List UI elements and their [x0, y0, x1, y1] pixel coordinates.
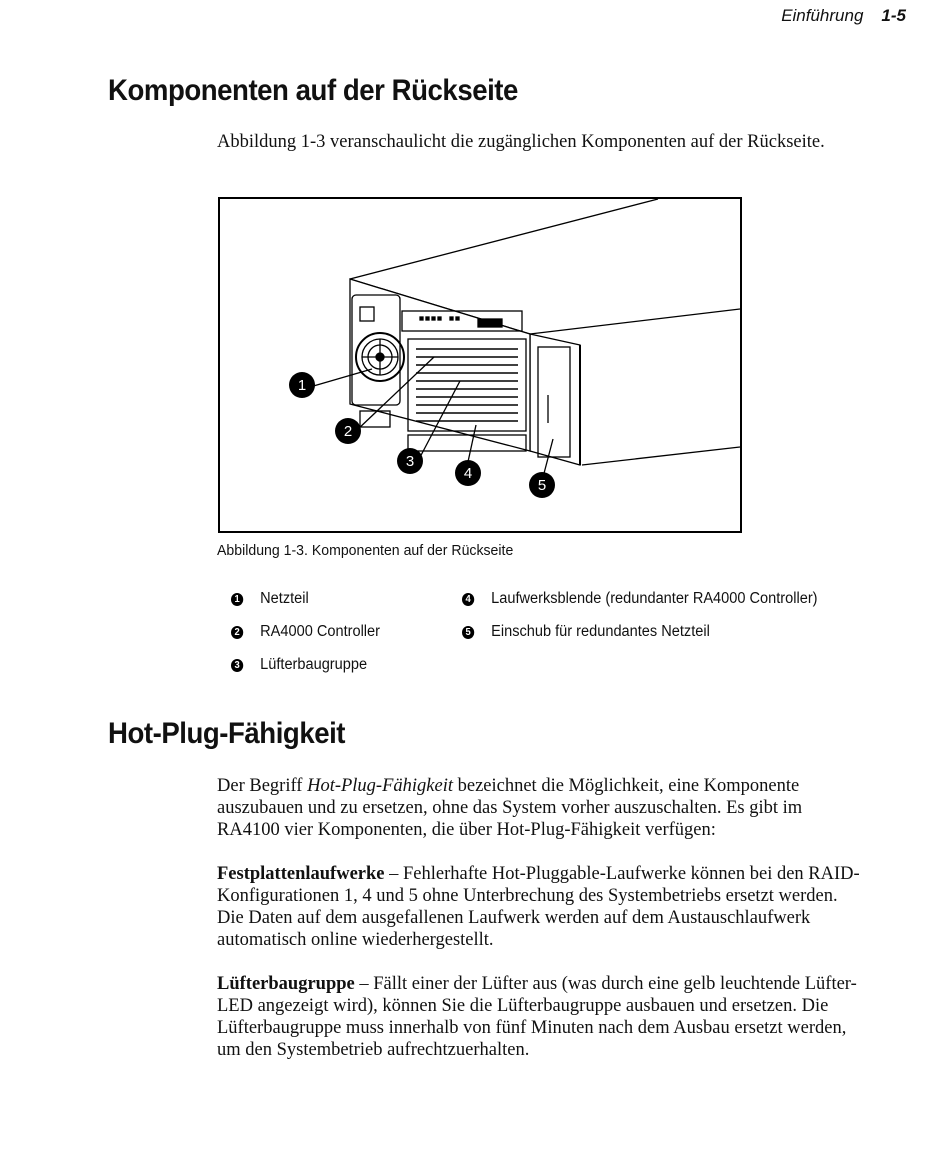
legend-number-3: 3 — [231, 659, 243, 672]
figure-caption: Abbildung 1-3. Komponenten auf der Rückseite — [217, 542, 514, 559]
fan-assembly-paragraph — [217, 973, 867, 1061]
hot-plug-term: Hot-Plug-Fähigkeit — [307, 776, 453, 796]
callout-label-2: 2 — [343, 423, 353, 440]
callout-label-3: 3 — [405, 453, 415, 470]
legend-item-4 — [462, 590, 818, 608]
fan-assembly-text: – Fällt einer der Lüfter aus (was durch eine gelb leuchtende Lüfter-LED angezeigt wird), können Sie die Lüfterbaugruppe ausbauen und ersetzen. Die Lüfterbaugruppe muss innerhalb von fünf Minuten nach dem Ausbau ersetzt werden, um den Systembetrieb aufrechtzuerhalten. — [217, 974, 857, 1060]
legend-label-1: Netzteil — [260, 590, 309, 607]
legend-item-2 — [231, 623, 380, 641]
legend-item-1 — [231, 590, 309, 608]
hard-drives-term: Festplattenlaufwerke — [217, 864, 385, 884]
legend-number-5: 5 — [462, 626, 474, 639]
legend-label-5: Einschub für redundantes Netzteil — [491, 623, 710, 640]
hot-plug-intro — [217, 775, 867, 841]
page-header — [781, 6, 906, 26]
callout-label-4: 4 — [463, 465, 473, 482]
intro-paragraph — [217, 131, 867, 175]
section-title-hot-plug: Hot-Plug-Fähigkeit — [108, 717, 346, 750]
legend-label-4: Laufwerksblende (redundanter RA4000 Controller) — [491, 590, 818, 607]
rear-panel-illustration — [220, 199, 740, 531]
header-section: Einführung — [781, 6, 864, 25]
hard-drives-text: – Fehlerhafte Hot-Pluggable-Laufwerke können bei den RAID-Konfigurationen 1, 4 und 5 ohne Unterbrechung des Systembetriebs ersetzt werden. Die Daten auf dem ausgefallenen Laufwerk werden auf dem Austauschlaufwerk automatisch online wiederhergestellt. — [217, 864, 860, 950]
intro-text: Abbildung 1-3 veranschaulicht die zugänglichen Komponenten auf der Rückseite. — [217, 132, 825, 152]
legend-number-2: 2 — [231, 626, 243, 639]
section-title-rear-components: Komponenten auf der Rückseite — [108, 74, 518, 107]
callout-label-1: 1 — [297, 377, 307, 394]
hot-plug-body — [217, 775, 867, 1083]
legend-item-3 — [231, 656, 367, 674]
hot-plug-intro-after: bezeichnet die Möglichkeit, eine Komponente auszubauen und zu ersetzen, ohne das System vorher auszuschalten. Es gibt im RA4100 vier Komponenten, die über Hot-Plug-Fähigkeit verfügen: — [217, 776, 803, 840]
legend-number-1: 1 — [231, 593, 243, 606]
callout-label-5: 5 — [537, 477, 547, 494]
figure-rear-components — [218, 197, 742, 533]
hard-drives-paragraph — [217, 863, 867, 951]
fan-assembly-term: Lüfterbaugruppe — [217, 974, 355, 994]
hot-plug-intro-before: Der Begriff — [217, 776, 308, 796]
legend-label-3: Lüfterbaugruppe — [260, 656, 368, 673]
legend-item-5 — [462, 623, 710, 641]
legend-number-4: 4 — [462, 593, 474, 606]
legend-label-2: RA4000 Controller — [260, 623, 381, 640]
page-number: 1-5 — [881, 6, 906, 25]
